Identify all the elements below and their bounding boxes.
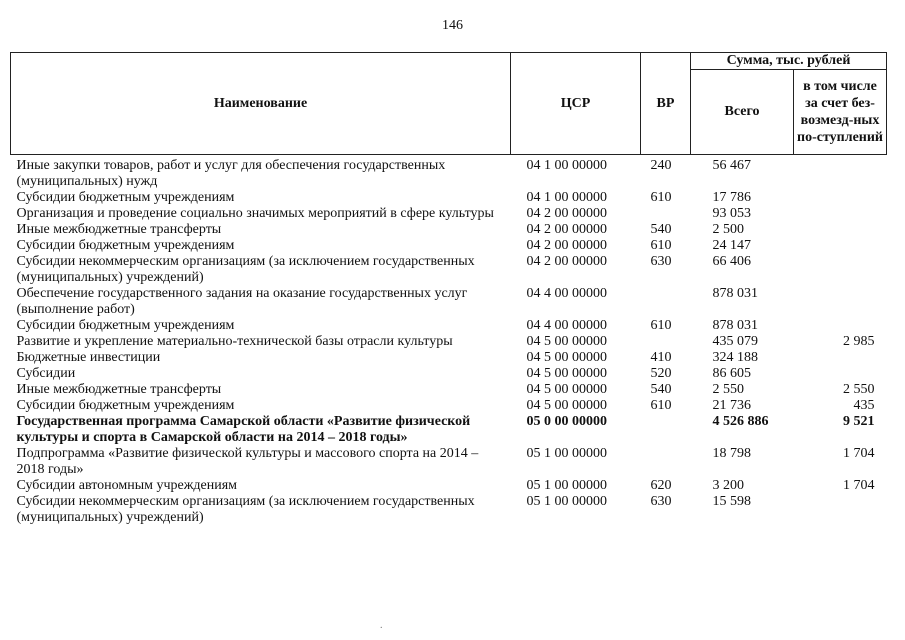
row-name: Субсидии (16, 366, 76, 381)
row-vr: 540 (650, 382, 672, 397)
row-grant: 1 704 (843, 446, 875, 461)
row-name: Субсидии бюджетным учреждениям (16, 238, 235, 253)
table-row (11, 206, 887, 222)
row-grant (794, 238, 887, 254)
row-total: 56 467 (712, 158, 751, 173)
row-csr: 04 5 00 00000 (526, 382, 607, 397)
row-csr: 04 2 00 00000 (526, 254, 607, 269)
table-row (11, 478, 887, 494)
row-total: 4 526 886 (712, 414, 769, 429)
row-csr: 04 2 00 00000 (526, 222, 607, 237)
table-row (11, 222, 887, 238)
row-grant (794, 190, 887, 206)
row-total: 24 147 (712, 238, 751, 253)
row-total: 15 598 (712, 494, 751, 509)
row-name: Подпрограмма «Развитие физической культуры и массового спорта на 2014 – 2018 годы» (16, 446, 479, 477)
row-vr: 610 (650, 238, 672, 253)
row-name: Иные закупки товаров, работ и услуг для обеспечения государственных (муниципальных) нужд (16, 158, 446, 189)
header-csr: ЦСР (511, 53, 641, 155)
row-vr: 410 (650, 350, 672, 365)
row-csr: 04 4 00 00000 (526, 318, 607, 333)
row-name: Иные межбюджетные трансферты (16, 382, 222, 397)
row-vr: 620 (650, 478, 672, 493)
row-name: Субсидии автономным учреждениям (16, 478, 238, 493)
row-vr: 610 (650, 190, 672, 205)
row-grant (794, 318, 887, 334)
row-name: Организация и проведение социально значимых мероприятий в сфере культуры (16, 206, 494, 221)
row-total: 435 079 (712, 334, 758, 349)
row-total: 3 200 (712, 478, 744, 493)
row-name: Развитие и укрепление материально-технической базы отрасли культуры (16, 334, 453, 349)
row-csr: 04 2 00 00000 (526, 238, 607, 253)
row-name: Обеспечение государственного задания на оказание государственных услуг (выполнение работ) (16, 286, 468, 317)
table-row (11, 414, 887, 446)
row-total: 2 550 (712, 382, 744, 397)
row-grant (794, 366, 887, 382)
row-csr: 05 0 00 00000 (526, 414, 607, 429)
row-csr: 04 5 00 00000 (526, 334, 607, 349)
row-vr (641, 414, 691, 446)
table-row (11, 155, 887, 191)
row-total: 17 786 (712, 190, 751, 205)
header-total: Всего (691, 70, 794, 155)
budget-table (10, 52, 887, 526)
table-row (11, 286, 887, 318)
row-vr: 630 (650, 254, 672, 269)
row-grant: 435 (853, 398, 875, 413)
row-name: Иные межбюджетные трансферты (16, 222, 222, 237)
row-csr: 04 5 00 00000 (526, 366, 607, 381)
row-name: Бюджетные инвестиции (16, 350, 161, 365)
table-row (11, 398, 887, 414)
row-total: 86 605 (712, 366, 751, 381)
row-grant: 9 521 (843, 414, 875, 429)
row-total: 2 500 (712, 222, 744, 237)
row-total: 324 188 (712, 350, 758, 365)
row-grant (794, 206, 887, 222)
row-vr (641, 446, 691, 478)
row-csr: 05 1 00 00000 (526, 478, 607, 493)
row-csr: 04 5 00 00000 (526, 350, 607, 365)
row-grant (794, 254, 887, 286)
row-vr: 520 (650, 366, 672, 381)
table-row (11, 190, 887, 206)
row-csr: 04 2 00 00000 (526, 206, 607, 221)
row-vr: 630 (650, 494, 672, 509)
row-total: 878 031 (712, 286, 758, 301)
scan-mark: . (380, 620, 383, 631)
row-name: Субсидии некоммерческим организациям (за исключением государственных (муниципальных) учреждений) (16, 254, 475, 285)
row-vr: 610 (650, 398, 672, 413)
row-vr (641, 206, 691, 222)
row-csr: 05 1 00 00000 (526, 494, 607, 509)
row-grant (794, 222, 887, 238)
row-csr: 04 4 00 00000 (526, 286, 607, 301)
table-row (11, 238, 887, 254)
row-total: 66 406 (712, 254, 751, 269)
row-csr: 04 1 00 00000 (526, 190, 607, 205)
row-total: 21 736 (712, 398, 751, 413)
page-number: 146 (442, 18, 463, 33)
row-csr: 04 5 00 00000 (526, 398, 607, 413)
row-vr: 240 (650, 158, 672, 173)
table-row (11, 318, 887, 334)
row-name: Субсидии бюджетным учреждениям (16, 190, 235, 205)
row-vr: 610 (650, 318, 672, 333)
row-grant: 2 985 (843, 334, 875, 349)
row-grant (794, 155, 887, 191)
table-row (11, 254, 887, 286)
row-name: Государственная программа Самарской области «Развитие физической культуры и спорта в Самарской области на 2014 – 2018 годы» (16, 414, 471, 445)
table-row (11, 494, 887, 526)
header-amount: Сумма, тыс. рублей (691, 53, 887, 70)
row-name: Субсидии некоммерческим организациям (за исключением государственных (муниципальных) учреждений) (16, 494, 475, 525)
row-total: 93 053 (712, 206, 751, 221)
row-grant (794, 494, 887, 526)
row-grant: 2 550 (843, 382, 875, 397)
table-row (11, 366, 887, 382)
row-total: 878 031 (712, 318, 758, 333)
row-grant: 1 704 (843, 478, 875, 493)
row-csr: 05 1 00 00000 (526, 446, 607, 461)
row-grant (794, 286, 887, 318)
row-name: Субсидии бюджетным учреждениям (16, 318, 235, 333)
row-grant (794, 350, 887, 366)
table-row (11, 334, 887, 350)
header-vr: ВР (641, 53, 691, 155)
table-row (11, 350, 887, 366)
table-row (11, 382, 887, 398)
row-csr: 04 1 00 00000 (526, 158, 607, 173)
table-body (11, 155, 887, 527)
row-name: Субсидии бюджетным учреждениям (16, 398, 235, 413)
header-name: Наименование (11, 53, 511, 155)
row-vr (641, 334, 691, 350)
row-vr (641, 286, 691, 318)
table-row (11, 446, 887, 478)
row-total: 18 798 (712, 446, 751, 461)
row-vr: 540 (650, 222, 672, 237)
header-grant: в том числе за счет без-возмезд-ных по-ступлений (794, 70, 887, 155)
